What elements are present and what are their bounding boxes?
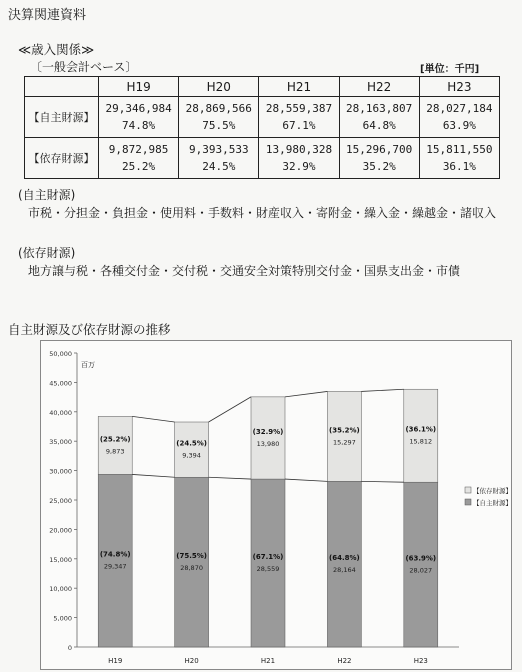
y-tick-label: 5,000 [53,614,72,623]
chart-title: 自主財源及び依存財源の推移 [8,322,171,337]
own-value-label: 28,027 [409,566,433,575]
percent-value: 67.1% [282,119,316,132]
table-cell [339,97,419,138]
amount-value: 28,027,184 [426,102,493,115]
year-header: H19 [99,77,179,97]
revenue-stacked-bar-chart [41,341,513,671]
table-cell [419,138,499,179]
table-cell [259,138,339,179]
percent-value: 25.2% [122,160,156,173]
table-row [25,97,500,138]
y-tick-label: 20,000 [49,526,72,535]
percent-value: 24.5% [202,160,236,173]
document-title: 決算関連資料 [8,8,87,23]
legend-label-own: 【自主財源】 [473,499,512,507]
y-tick-label: 10,000 [49,585,72,594]
year-header: H23 [419,77,499,97]
bar-own-revenue [251,479,285,647]
y-tick-label: 30,000 [49,467,72,476]
section-title: ≪歳入関係≫ [18,42,95,57]
own-percent-label: (63.9%) [405,554,437,563]
own-connector-line [361,481,403,482]
own-percent-label: (67.1%) [252,553,284,562]
y-tick-label: 25,000 [49,497,72,505]
dependent-value-label: 9,394 [182,451,201,460]
bar-dependent-revenue [175,422,209,477]
bar-own-revenue [175,477,209,647]
x-tick-label: H19 [108,657,123,665]
amount-value: 9,872,985 [108,143,169,156]
own-value-label: 28,164 [333,566,356,575]
own-revenue-title: (自主財源) [18,188,76,202]
percent-value: 63.9% [442,119,476,132]
dependent-percent-label: (25.2%) [99,435,131,444]
own-percent-label: (74.8%) [99,550,131,559]
own-connector-line [285,479,327,481]
percent-value: 36.1% [442,160,476,173]
year-header: H20 [179,77,259,97]
amount-value: 29,346,984 [105,102,172,115]
chart-frame [40,340,512,670]
total-connector-line [209,397,251,422]
legend-swatch-own [465,499,471,505]
y-tick-label: 35,000 [49,438,72,447]
own-value-label: 28,870 [180,564,203,573]
bar-dependent-revenue [404,389,438,482]
y-tick-label: 0 [67,644,72,652]
x-tick-label: H22 [337,657,352,665]
bar-own-revenue [404,482,438,647]
percent-value: 35.2% [362,160,396,173]
bar-dependent-revenue [251,397,285,479]
bar-own-revenue [98,474,132,647]
revenue-table [24,76,500,179]
own-connector-line [132,474,174,477]
bar-dependent-revenue [327,391,361,481]
bar-dependent-revenue [98,416,132,474]
amount-value: 15,811,550 [426,143,493,156]
own-value-label: 28,559 [256,565,280,574]
table-header-row [25,77,500,97]
amount-value: 28,559,387 [265,102,333,115]
table-cell [99,138,179,179]
table-cell [179,97,259,138]
y-tick-label: 45,000 [49,379,72,388]
table-cell [339,138,419,179]
dependent-percent-label: (24.5%) [176,439,207,448]
dependent-revenue-title: (依存財源) [18,246,76,260]
y-tick-label: 15,000 [49,555,72,564]
dependent-revenue-items: 地方譲与税・各種交付金・交付税・交通安全対策特別交付金・国県支出金・市債 [28,264,461,278]
dependent-value-label: 13,980 [256,439,280,448]
y-tick-label: 40,000 [49,408,72,417]
x-tick-label: H21 [260,657,276,665]
total-connector-line [132,416,174,422]
percent-value: 32.9% [282,160,316,173]
percent-value: 64.8% [362,119,396,132]
y-axis-unit: 百万 [81,361,95,369]
row-label: 【依存財源】 [25,138,99,179]
amount-value: 13,980,328 [265,143,333,156]
own-value-label: 29,347 [103,562,127,571]
dependent-value-label: 15,812 [409,437,433,446]
table-row [25,138,500,179]
legend-label-dependent: 【依存財源】 [473,487,512,495]
percent-value: 75.5% [202,119,236,132]
own-connector-line [209,477,251,479]
legend-swatch-dependent [465,487,471,493]
total-connector-line [361,389,403,391]
own-revenue-items: 市税・分担金・負担金・使用料・手数料・財産収入・寄附金・繰入金・繰越金・諸収入 [28,206,497,220]
dependent-percent-label: (32.9%) [252,427,284,436]
table-cell [259,97,339,138]
table-cell [419,97,499,138]
dependent-value-label: 9,873 [105,447,125,456]
dependent-percent-label: (35.2%) [329,426,360,435]
account-basis: 〔一般会計ベース〕 [30,60,138,74]
percent-value: 74.8% [122,119,156,132]
dependent-percent-label: (36.1%) [405,425,437,434]
table-cell [99,97,179,138]
total-connector-line [285,391,327,396]
unit-label: [単位：千円] [420,64,480,75]
row-label: 【自主財源】 [25,97,99,138]
amount-value: 9,393,533 [188,143,249,156]
year-header: H21 [259,77,339,97]
amount-value: 28,869,566 [185,102,252,115]
table-corner [25,77,99,97]
own-percent-label: (75.5%) [176,552,207,561]
x-tick-label: H23 [413,657,428,665]
year-header: H22 [339,77,419,97]
x-tick-label: H20 [184,657,199,665]
table-cell [179,138,259,179]
dependent-value-label: 15,297 [333,438,356,447]
bar-own-revenue [327,481,361,647]
amount-value: 28,163,807 [346,102,413,115]
y-tick-label: 50,000 [49,350,72,358]
amount-value: 15,296,700 [346,143,413,156]
own-percent-label: (64.8%) [329,554,360,563]
